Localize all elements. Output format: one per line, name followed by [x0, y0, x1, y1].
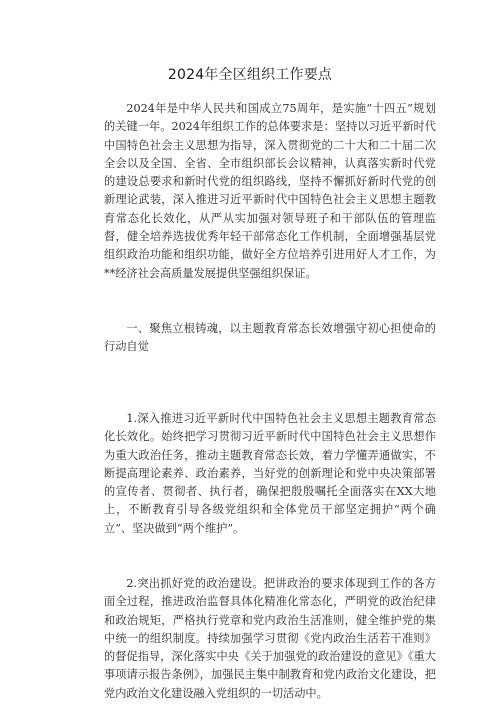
section-paragraph-2: 2.突出抓好党的政治建设。把讲政治的要求体现到工作的各方面全过程，推进政治监督具体化精准化常态化，严明党的政治纪律和政治规矩，严格执行党章和党内政治生活准则，健全维护党的集中统一的组织制度。持续加强学习贯彻《党内政治生活若干准则》的督促指导，深化落实中央《关于加强党的政治建设的意见》《重大事项请示报告条例》，加强民主集中制教育和党内政治文化建设，把党内政治文化建设融入党组织的一切活动中。	[104, 577, 436, 700]
intro-paragraph: 2024年是中华人民共和国成立75周年，是实施“十四五”规划的关键一年。2024年组织工作的总体要求是：坚持以习近平新时代中国特色社会主义思想为指导，深入贯彻党的二十大和二十届二次全会以及全国、全省、全市组织部长会议精神，认真落实新时代党的建设总要求和新时代党的组织路线，坚持不懈抓好新时代党的创新理论武装，深入推进习近平新时代中国特色社会主义思想主题教育常态化长效化，从严从实加强对领导班子和干部队伍的管理监督，健全培养选拔优秀年轻干部常态化工作机制，全面增强基层党组织政治功能和组织功能，做好全方位培养引进用好人才工作，为**经济社会高质量发展提供坚强组织保证。	[104, 102, 436, 280]
document-title: 2024年全区组织工作要点	[167, 67, 333, 83]
section-paragraph-1: 1.深入推进习近平新时代中国特色社会主义思想主题教育常态化长效化。始终把学习贯彻习近平新时代中国特色社会主义思想作为重大政治任务，推动主题教育常态长效，着力学懂弄通做实，不断提高理论素养、政治素养，当好党的创新理论和党中央决策部署的宣传者、贯彻者、执行者，确保把殷殷嘱托全面落实在XX大地上，不断教育引导各级党组织和全体党员干部坚定拥护“两个确立”、坚决做到“两个维护”。	[104, 412, 436, 535]
section-heading-1: 一、聚焦立根铸魂，以主题教育常态长效增强守初心担使命的行动自觉	[104, 322, 436, 354]
